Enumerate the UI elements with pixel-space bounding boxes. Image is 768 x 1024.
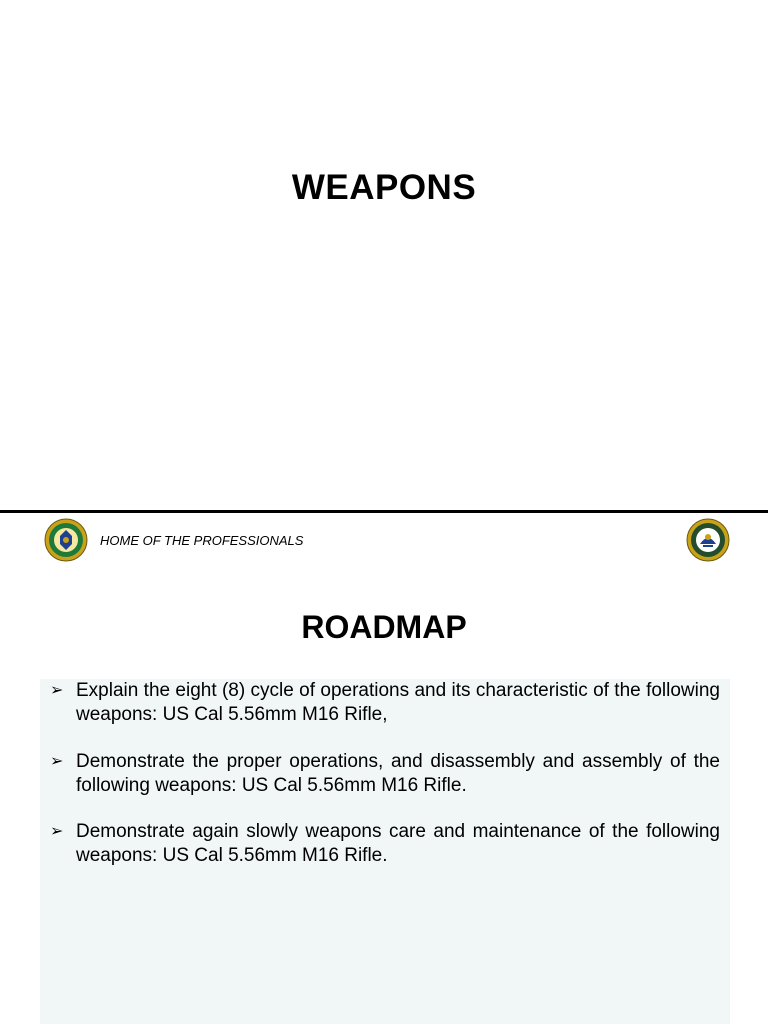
seal-icon	[686, 518, 730, 562]
slide-title: ROADMAP	[301, 609, 467, 645]
title-slide	[0, 0, 768, 510]
list-item	[50, 750, 720, 798]
bullet-text: Demonstrate again slowly weapons care and maintenance of the following weapons: US Cal 5.56mm M16 Rifle.	[76, 821, 720, 866]
header-motto: HOME OF THE PROFESSIONALS	[100, 533, 304, 548]
slide-title: WEAPONS	[291, 168, 477, 207]
arrow-bullet-icon: ➢	[50, 682, 64, 699]
roadmap-slide	[0, 513, 768, 1024]
roadmap-content	[40, 679, 730, 1024]
list-item	[50, 820, 720, 868]
bullet-text: Demonstrate the proper operations, and disassembly and assembly of the following weapons: US Cal 5.56mm M16 Rifle.	[76, 751, 720, 796]
arrow-bullet-icon: ➢	[50, 823, 64, 840]
bullet-text: Explain the eight (8) cycle of operations and its characteristic of the following weapons: US Cal 5.56mm M16 Rifle,	[76, 680, 720, 725]
arrow-bullet-icon: ➢	[50, 753, 64, 770]
list-item	[50, 679, 720, 727]
seal-icon	[44, 518, 88, 562]
